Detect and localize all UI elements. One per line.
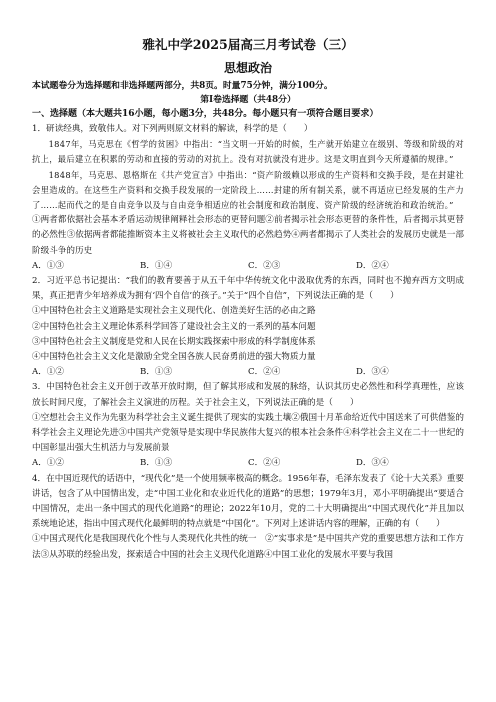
question-4-choices: ①中国式现代化是我国现代化个性与人类现代化共性的统一 ②“实事求是”是中国共产党的重要思想方法和工作方法③从苏联的经验出发，探索适合中国的社会主义现代化道路④中国工业化的发展水平要与我国 xyxy=(32,534,464,560)
question-3-options xyxy=(32,456,464,471)
question-1-choices: ①两者都依据社会基本矛盾运动规律阐释社会形态的更替问题②前者揭示社会形态更替的条件性，后者揭示其更替的必然性③依据两者都能推断资本主义将被社会主义取代的必然趋势④两者都揭示了人类社会的发展历史就是一部阶级斗争的历史 xyxy=(32,215,464,256)
section-heading: 一、选择题（本大题共16小题，每小题3分，共48分。每小题只有一项符合题目要求） xyxy=(32,109,379,119)
option-a[interactable]: A．①② xyxy=(32,458,64,469)
question-1-quote-1: 1847年，马克思在《哲学的贫困》中指出：“当文明一开始的时候，生产就开始建立在级别、等级和阶级的对抗上，最后建立在积累的劳动和直接的劳动的对抗上。没有对抗就没有进步。这是文明直到今天所遵循的规律。” xyxy=(32,139,464,165)
question-3-choices: ①空想社会主义作为先驱为科学社会主义诞生提供了现实的实践土壤②俄国十月革命给近代中国送来了可供借鉴的科学社会主义理论先进③中国共产党领导是实现中华民族伟大复兴的根本社会条件④科学社会主义在二十一世纪的中国彰显出强大生机活力与发展前景 xyxy=(32,412,464,454)
part-heading: 第Ⅰ卷选择题（共48分） xyxy=(200,95,296,105)
option-a[interactable]: A．①③ xyxy=(32,260,64,271)
option-c[interactable]: C．②④ xyxy=(248,367,281,378)
question-4-stem: 4．在中国近现代的话语中，“现代化”是一个使用频率极高的概念。1956年春，毛泽东发表了《论十大关系》重要讲话，包含了从中国情出发，走“中国工业化和农业近代化的道路”的思想；1979年3月，邓小平明确提出“要适合中国情况，走出一条中国式的现代化道路”的理论；2022年10月，党的二十大明确提出“中国式现代化”并且加以系统地论述，指出中国式现代化最鲜明的特点就是“中国化”。下列对上述讲话内容的理解，正确的有（ ） xyxy=(32,473,464,530)
question-2-choice-1: ①中国特色社会主义道路是实现社会主义现代化、创造美好生活的必由之路 xyxy=(32,306,316,317)
question-2-stem: 2．习近平总书记提出：“我们的教育要善于从五千年中华传统文化中汲取优秀的东西，同时也不抛弃西方文明成果，真正把青少年培养成为拥有‘四个自信’的孩子。”关于“四个自信”，下列说法正确的是（ ） xyxy=(32,276,464,302)
subject-title: 思想政治 xyxy=(223,61,272,75)
option-d[interactable]: D．③④ xyxy=(356,367,389,378)
option-c[interactable]: C．②③ xyxy=(248,260,281,271)
option-b[interactable]: B．①③ xyxy=(140,367,173,378)
question-1-quote-2: 1848年，马克思、恩格斯在《共产党宣言》中指出：“资产阶级赖以形成的生产资料和交换手段，是在封建社会里造成的。在这些生产资料和交换手段发展的一定阶段上……封建的所有制关系，就不再适应已经发展的生产力了……起而代之的是自由竞争以及与自由竞争相适应的社会制度和政治制度、资产阶级的经济统治和政治统治。” xyxy=(32,169,464,211)
option-b[interactable]: B．①③ xyxy=(140,458,173,469)
question-2-options xyxy=(32,365,464,380)
option-b[interactable]: B．①④ xyxy=(140,260,173,271)
question-2-choice-2: ②中国特色社会主义理论体系科学回答了建设社会主义的一系列的基本问题 xyxy=(32,321,316,332)
question-1-options xyxy=(32,259,464,274)
question-1-stem: 1．研读经典，致敬伟人。对下列两则原文材料的解读，科学的是（ ） xyxy=(32,124,313,134)
question-2-choice-3: ③中国特色社会主义制度是党和人民在长期实践探索中形成的科学制度体系 xyxy=(32,336,316,347)
question-3-stem: 3．中国特色社会主义开创于改革开放时期，但了解其形成和发展的脉络，认识其历史必然性和科学真理性，应该放长时间尺度，了解社会主义演进的历程。关于社会主义，下列说法正确的是（ ） xyxy=(32,382,464,408)
exam-notice: 本试题卷分为选择题和非选择题两部分，共8页。时量75分钟，满分100分。 xyxy=(32,81,333,91)
option-c[interactable]: C．②④ xyxy=(248,458,281,469)
question-2-choice-4: ④中国特色社会主义文化是激励全党全国各族人民奋勇前进的强大物质力量 xyxy=(32,352,316,363)
option-a[interactable]: A．①② xyxy=(32,367,64,378)
option-d[interactable]: D．③④ xyxy=(356,458,389,469)
exam-title: 雅礼中学2025届高三月考试卷（三） xyxy=(142,37,354,52)
option-d[interactable]: D．②④ xyxy=(356,260,389,271)
